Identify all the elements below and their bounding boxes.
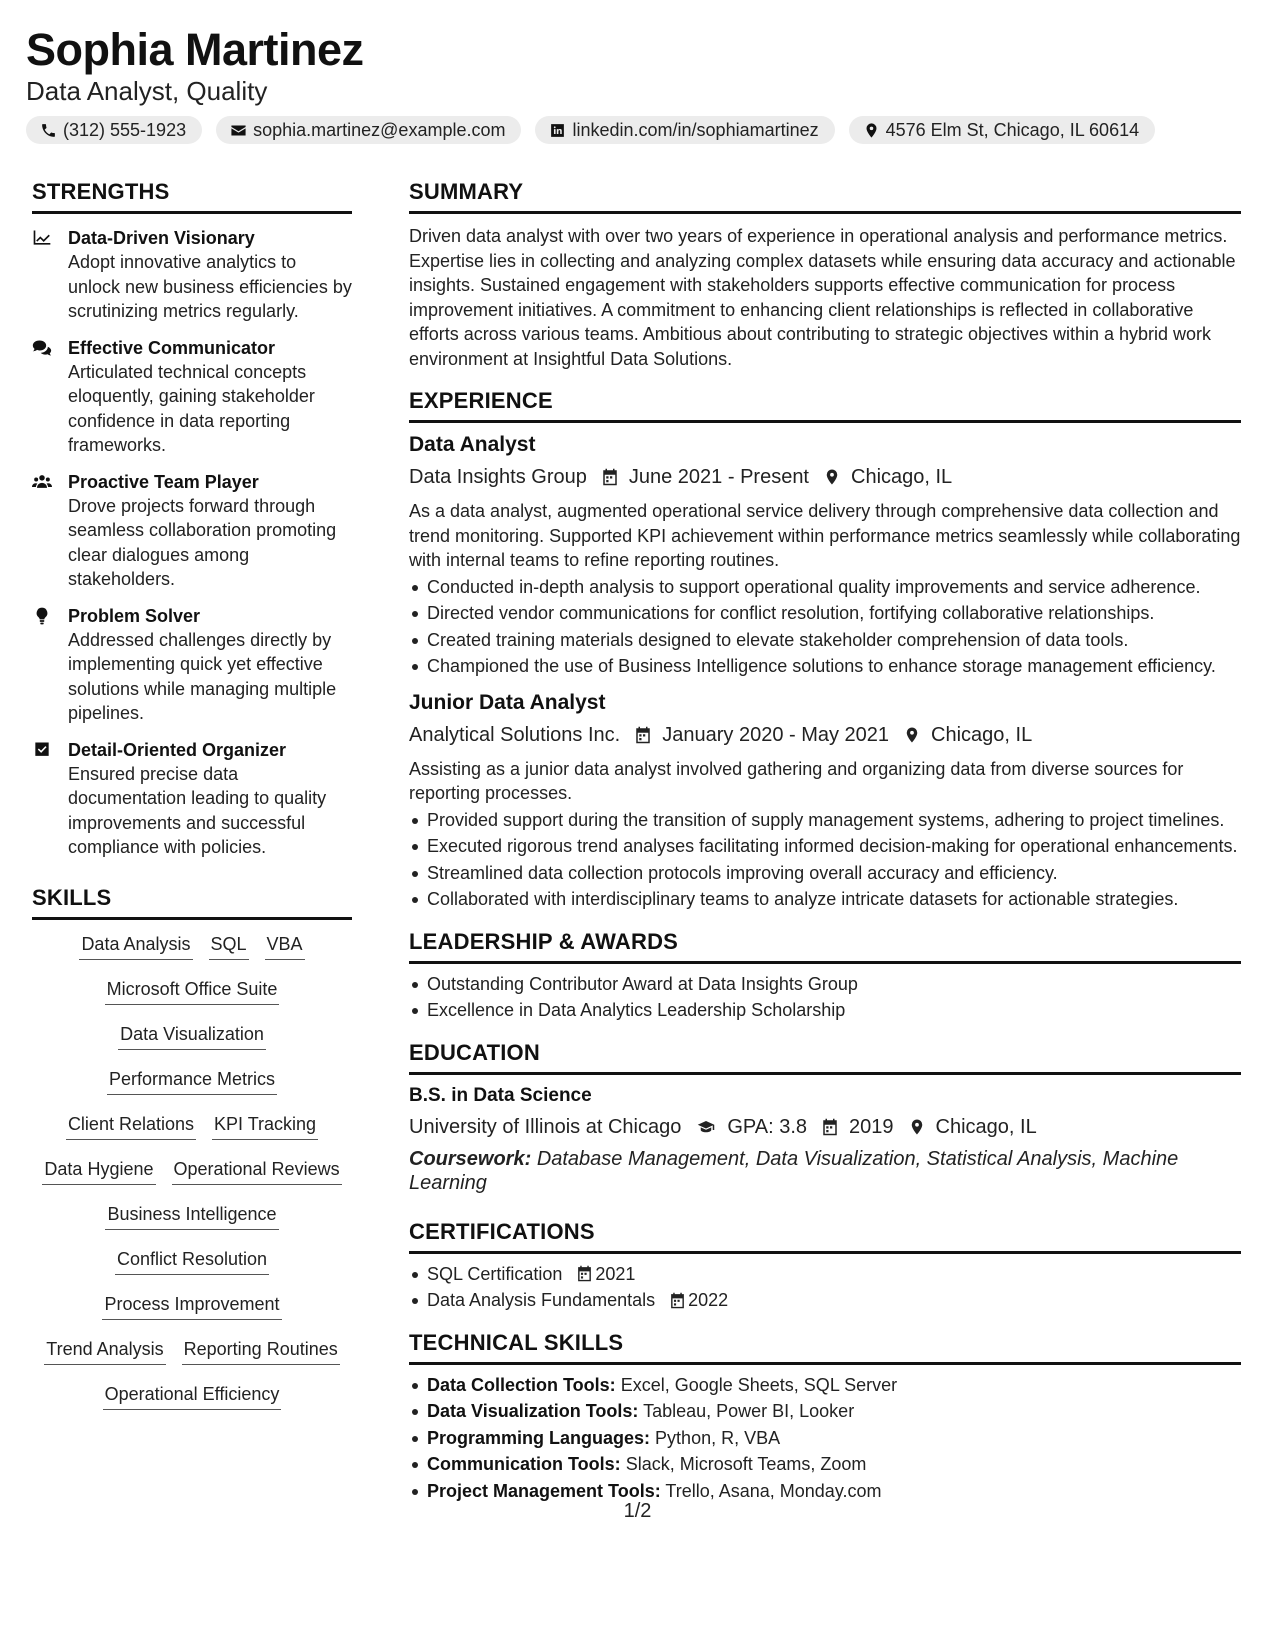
skill-tag: Operational Efficiency xyxy=(103,1382,282,1410)
skill-tag: Data Analysis xyxy=(79,932,192,960)
calendar-icon xyxy=(669,1292,686,1309)
list-item: Collaborated with interdisciplinary teams to analyze intricate datasets for actionable strategies. xyxy=(409,887,1241,912)
users-icon xyxy=(32,473,52,491)
tech-skill-label: Data Collection Tools: xyxy=(427,1374,616,1395)
calendar-icon xyxy=(634,726,652,744)
job-dates: June 2021 - Present xyxy=(628,466,809,488)
job-meta xyxy=(409,721,1241,749)
skill-tag: Trend Analysis xyxy=(44,1337,165,1365)
contact-email-text: sophia.martinez@example.com xyxy=(253,119,506,140)
tech-skill-label: Project Management Tools: xyxy=(427,1480,661,1501)
map-pin-icon xyxy=(823,468,841,486)
tech-skill-value: Excel, Google Sheets, SQL Server xyxy=(620,1374,898,1395)
map-pin-icon xyxy=(903,726,921,744)
strength-desc: Ensured precise data documentation leading to quality improvements and successful compliance with policies. xyxy=(68,763,327,857)
candidate-title: Data Analyst, Quality xyxy=(26,76,268,106)
contact-address-text: 4576 Elm St, Chicago, IL 60614 xyxy=(885,119,1140,140)
phone-icon xyxy=(40,122,57,139)
list-item: Outstanding Contributor Award at Data Insights Group xyxy=(409,972,1241,997)
list-item: Excellence in Data Analytics Leadership Scholarship xyxy=(409,998,1241,1023)
list-item: Conducted in-depth analysis to support operational quality improvements and service adherence. xyxy=(409,575,1241,600)
job-bullets xyxy=(409,808,1241,912)
job-dates: January 2020 - May 2021 xyxy=(662,723,890,746)
job-meta xyxy=(409,463,1241,491)
calendar-icon xyxy=(821,1118,839,1136)
left-column xyxy=(32,178,352,1427)
education-gpa: GPA: 3.8 xyxy=(727,1115,808,1138)
skills-heading: SKILLS xyxy=(32,884,352,920)
skill-tag: Performance Metrics xyxy=(107,1067,277,1095)
skill-tag: VBA xyxy=(265,932,305,960)
right-column xyxy=(409,178,1241,1503)
list-item: Provided support during the transition of supply management systems, adhering to project timelines. xyxy=(409,808,1241,833)
page-number: 1/2 xyxy=(623,1500,652,1522)
skill-tag: Client Relations xyxy=(66,1112,196,1140)
job-bullets xyxy=(409,575,1241,679)
summary-heading: SUMMARY xyxy=(409,178,1241,214)
resume-header xyxy=(26,24,1249,144)
strength-desc: Addressed challenges directly by implementing quick yet effective solutions while managing multiple pipelines. xyxy=(68,629,337,723)
contact-phone[interactable] xyxy=(26,116,202,144)
tech-skill-label: Communication Tools: xyxy=(427,1454,621,1474)
contact-linkedin[interactable] xyxy=(535,116,834,144)
skill-tag: Data Visualization xyxy=(118,1022,266,1050)
candidate-name: Sophia Martinez xyxy=(26,24,364,75)
checkbox-icon xyxy=(32,741,52,759)
strength-title: Effective Communicator xyxy=(68,337,276,358)
skill-tag: Reporting Routines xyxy=(182,1337,340,1365)
list-item: Executed rigorous trend analyses facilitating informed decision-making for operational enhancements. xyxy=(409,834,1241,859)
experience-heading: EXPERIENCE xyxy=(409,387,1241,423)
strength-item xyxy=(32,470,352,592)
contact-phone-text: (312) 555-1923 xyxy=(63,119,187,140)
skill-tag: Data Hygiene xyxy=(42,1157,155,1185)
list-item xyxy=(409,1373,1241,1398)
education-meta xyxy=(409,1113,1241,1141)
education-degree: B.S. in Data Science xyxy=(409,1084,592,1106)
strength-item xyxy=(32,336,352,458)
skill-tag: SQL xyxy=(209,932,249,960)
education-coursework xyxy=(409,1147,1241,1196)
job-company: Analytical Solutions Inc. xyxy=(409,723,621,746)
strength-item xyxy=(32,604,352,726)
summary-text: Driven data analyst with over two years of experience in operational analysis and performance metrics. Expertise lies in collecting and analyzing complex datasets while ensuring data accuracy and actionable insights. Sustained engagement with stakeholders supports effective communication for process improvement initiatives. A commitment to enhancing client relationships is reflected in collaborative efforts across various teams. Ambitious about contributing to strategic objectives within a hybrid work environment at Insightful Data Solutions. xyxy=(409,226,1236,369)
tech-skill-value: Trello, Asana, Monday.com xyxy=(665,1480,882,1501)
tech-skill-value: Python, R, VBA xyxy=(655,1427,781,1448)
education-location: Chicago, IL xyxy=(935,1115,1037,1138)
awards-list xyxy=(409,972,1241,1023)
contact-linkedin-text: linkedin.com/in/sophiamartinez xyxy=(572,119,819,140)
education-year: 2019 xyxy=(849,1115,894,1138)
strength-desc: Articulated technical concepts eloquently, gaining stakeholder confidence in data reporting frameworks. xyxy=(68,361,315,455)
job-entry xyxy=(409,689,1241,912)
job-entry xyxy=(409,431,1241,679)
list-item xyxy=(409,1452,1241,1477)
certifications-heading: CERTIFICATIONS xyxy=(409,1218,1241,1254)
certification-year: 2022 xyxy=(688,1290,729,1310)
certification-name: SQL Certification xyxy=(427,1263,563,1284)
comments-icon xyxy=(32,339,52,357)
coursework-label: Coursework: xyxy=(409,1147,532,1170)
skills-list xyxy=(32,932,352,1427)
calendar-icon xyxy=(576,1265,593,1282)
coursework-text: Database Management, Data Visualization, Statistical Analysis, Machine Learning xyxy=(409,1147,1179,1194)
job-description: Assisting as a junior data analyst involved gathering and organizing data from diverse sources for reporting processes. xyxy=(409,758,1184,803)
strength-desc: Adopt innovative analytics to unlock new business efficiencies by scrutinizing metrics regularly. xyxy=(68,252,352,321)
strength-title: Problem Solver xyxy=(68,605,201,626)
contact-email[interactable] xyxy=(216,116,521,144)
list-item: Streamlined data collection protocols improving overall accuracy and efficiency. xyxy=(409,861,1241,886)
calendar-icon xyxy=(601,468,619,486)
graduation-cap-icon xyxy=(695,1118,717,1136)
line-chart-icon xyxy=(32,229,52,247)
job-location: Chicago, IL xyxy=(931,723,1033,746)
lightbulb-icon xyxy=(32,607,52,625)
technical-skills-list xyxy=(409,1373,1241,1504)
tech-skill-value: Slack, Microsoft Teams, Zoom xyxy=(625,1454,867,1474)
linkedin-icon xyxy=(549,122,566,139)
strength-title: Detail-Oriented Organizer xyxy=(68,739,287,760)
certification-name: Data Analysis Fundamentals xyxy=(427,1290,656,1310)
job-location: Chicago, IL xyxy=(851,466,953,488)
list-item: Created training materials designed to elevate stakeholder comprehension of data tools. xyxy=(409,628,1241,653)
strength-item xyxy=(32,738,352,860)
job-company: Data Insights Group xyxy=(409,466,587,488)
contact-address[interactable] xyxy=(849,116,1156,144)
strengths-heading: STRENGTHS xyxy=(32,178,352,214)
education-heading: EDUCATION xyxy=(409,1039,1241,1075)
list-item: Directed vendor communications for conflict resolution, fortifying collaborative relationships. xyxy=(409,601,1241,626)
skill-tag: Process Improvement xyxy=(102,1292,281,1320)
tech-skill-value: Tableau, Power BI, Looker xyxy=(643,1401,855,1421)
list-item: Championed the use of Business Intelligence solutions to enhance storage management efficiency. xyxy=(409,654,1241,679)
skill-tag: Microsoft Office Suite xyxy=(105,977,280,1005)
skill-tag: KPI Tracking xyxy=(212,1112,318,1140)
job-title: Junior Data Analyst xyxy=(409,690,606,714)
strength-item xyxy=(32,226,352,324)
envelope-icon xyxy=(230,122,247,139)
technical-skills-heading: TECHNICAL SKILLS xyxy=(409,1329,1241,1365)
strength-desc: Drove projects forward through seamless collaboration promoting clear dialogues among stakeholders. xyxy=(68,495,337,589)
certification-year: 2021 xyxy=(595,1263,636,1284)
list-item xyxy=(409,1262,1241,1287)
list-item xyxy=(409,1399,1241,1424)
map-pin-icon xyxy=(908,1118,926,1136)
skill-tag: Business Intelligence xyxy=(105,1202,278,1230)
education-school: University of Illinois at Chicago xyxy=(409,1115,682,1138)
skill-tag: Operational Reviews xyxy=(172,1157,342,1185)
strength-title: Data-Driven Visionary xyxy=(68,228,255,248)
certifications-list xyxy=(409,1262,1241,1313)
contact-bar xyxy=(26,116,1249,144)
awards-heading: LEADERSHIP & AWARDS xyxy=(409,928,1241,964)
skill-tag: Conflict Resolution xyxy=(115,1247,269,1275)
map-pin-icon xyxy=(863,122,880,139)
job-description: As a data analyst, augmented operational service delivery through comprehensive data collection and trend monitoring. Supported KPI achievement within performance metrics seamlessly while collaborating with internal teams to refine reporting routines. xyxy=(409,501,1241,570)
list-item xyxy=(409,1288,1241,1313)
tech-skill-label: Data Visualization Tools: xyxy=(427,1401,639,1421)
list-item xyxy=(409,1426,1241,1451)
tech-skill-label: Programming Languages: xyxy=(427,1427,651,1448)
job-title: Data Analyst xyxy=(409,433,536,456)
strength-title: Proactive Team Player xyxy=(68,471,259,492)
